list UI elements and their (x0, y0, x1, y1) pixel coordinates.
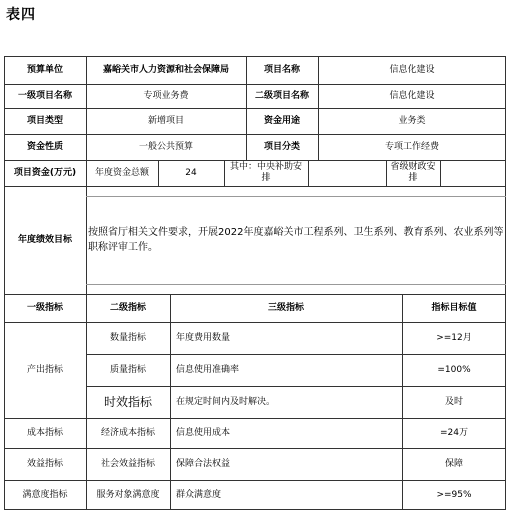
central-label: 其中：中央补助安排 (229, 162, 302, 183)
header-level1: 一级指标 (26, 302, 63, 313)
provincial-value (440, 160, 506, 186)
project-class-value: 专项工作经费 (384, 141, 439, 152)
table-row-target: 及时 (444, 396, 463, 407)
table-row-l2: 经济成本指标 (100, 427, 155, 438)
project-type-value: 新增项目 (147, 115, 184, 126)
level1-value: 专项业务费 (143, 90, 189, 101)
table-row-l2: 社会效益指标 (100, 458, 155, 469)
central-value (308, 160, 386, 186)
budget-unit-value: 嘉峪关市人力资源和社会保障局 (102, 64, 229, 75)
table-row-target: 保障 (444, 458, 463, 469)
level2-value: 信息化建设 (389, 90, 435, 101)
table-row-l3: 信息使用成本 (176, 427, 231, 438)
header-level2: 二级指标 (109, 302, 146, 313)
level1-benefit: 效益指标 (26, 458, 63, 469)
table-row-l2: 时效指标 (103, 394, 152, 409)
fund-nature-value: 一般公共预算 (138, 141, 193, 152)
page-title: 表四 (6, 7, 36, 23)
header-target: 指标目标值 (431, 302, 477, 313)
project-type-label: 项目类型 (26, 115, 63, 126)
goal-text: 按照省厅相关文件要求，开展2022年度嘉峪关市工程系列、卫生系列、教育系列、农业系列等职称评审工作。 (88, 227, 504, 253)
table-row-target: >=12月 (436, 332, 472, 343)
funds-label: 项目资金(万元) (13, 167, 77, 178)
goal-label: 年度绩效目标 (17, 234, 72, 245)
level1-label: 一级项目名称 (17, 90, 72, 101)
table-row-l2: 数量指标 (109, 332, 146, 343)
table-row-l2: 质量指标 (109, 364, 146, 375)
table-row-target: >=95% (436, 489, 472, 500)
fund-use-value: 业务类 (398, 115, 426, 126)
level1-cost: 成本指标 (26, 427, 63, 438)
project-name-label: 项目名称 (263, 64, 300, 75)
table-row-l3: 信息使用准确率 (176, 364, 240, 375)
table-row-target: =24万 (440, 427, 468, 438)
fund-nature-label: 资金性质 (26, 141, 63, 152)
annual-total-value: 24 (185, 167, 197, 178)
table-row-l3: 保障合法权益 (176, 458, 231, 469)
header-level3: 三级指标 (267, 302, 304, 313)
project-class-label: 项目分类 (263, 141, 300, 152)
table-row-l3: 年度费用数量 (176, 332, 231, 343)
project-name-value: 信息化建设 (389, 64, 435, 75)
table-row-l2: 服务对象满意度 (96, 489, 160, 500)
provincial-label: 省级财政安排 (390, 162, 436, 183)
level1-satisfaction: 满意度指标 (22, 489, 68, 500)
annual-total-label: 年度资金总额 (94, 167, 149, 178)
fund-use-label: 资金用途 (263, 115, 300, 126)
table-row-l3: 群众满意度 (176, 489, 222, 500)
level1-output: 产出指标 (26, 364, 63, 375)
level2-label: 二级项目名称 (254, 90, 309, 101)
table-row-l3: 在规定时间内及时解决。 (176, 396, 276, 407)
budget-unit-label: 预算单位 (26, 64, 63, 75)
table-row-target: =100% (437, 364, 471, 375)
